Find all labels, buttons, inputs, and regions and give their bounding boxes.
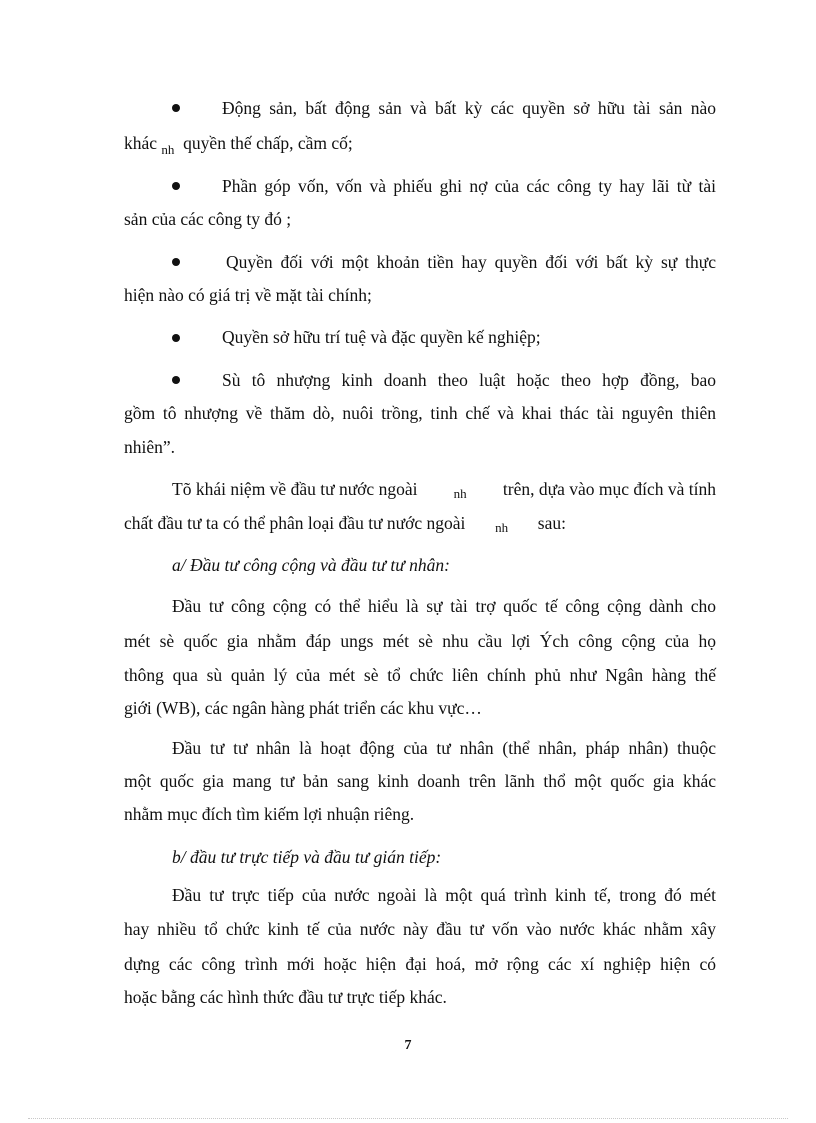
bullet-3-line-1: Quyền đối với một khoản tiền hay quyền đối với bất kỳ sự thực — [226, 252, 716, 272]
section-heading-a: a/ Đầu tư công cộng và đầu tư tư nhân: — [172, 555, 450, 575]
abbr-nh: nh — [453, 486, 467, 501]
paragraph-3-line-2: một quốc gia mang tư bản sang kinh doanh trên lãnh thổ một quốc gia khác — [124, 771, 716, 791]
section-heading-b: b/ đầu tư trực tiếp và đầu tư gián tiếp: — [172, 847, 442, 867]
paragraph-2-line-1: Đầu tư công cộng có thể hiểu là sự tài trợ quốc tế công cộng dành cho — [172, 596, 716, 616]
paragraph-3-line-1: Đầu tư tư nhân là hoạt động của tư nhân (thể nhân, pháp nhân) thuộc — [172, 738, 716, 758]
paragraph-1-line-1: Tõ khái niệm về đầu tư nước ngoài nh trên, dựa vào mục đích và tính — [172, 478, 716, 500]
paragraph-1-line-2: chất đầu tư ta có thể phân loại đầu tư nước ngoài nh sau: — [124, 512, 566, 534]
bullet-2-icon — [172, 182, 180, 190]
bullet-4-icon — [172, 334, 180, 342]
paragraph-4-line-2: hay nhiều tổ chức kinh tế của nước này đầu tư vốn vào nước khác nhằm xây — [124, 919, 716, 939]
page-number: 7 — [404, 1038, 412, 1053]
page-bottom-divider — [28, 1118, 788, 1119]
paragraph-4-line-3: dựng các công trình mới hoặc hiện đại hoá, mở rộng các xí nghiệp hiện có — [124, 954, 716, 974]
bullet-1-line-2: khác $_{nh}$ quyền thế chấp, cầm cố; — [124, 133, 353, 157]
bullet-2-line-2: sản của các công ty đó ; — [124, 209, 292, 229]
bullet-5-line-3: nhiên”. — [124, 437, 176, 457]
bullet-4-line-1: Quyền sở hữu trí tuệ và đặc quyền kế nghiệp; — [222, 327, 541, 347]
bullet-1-line-1: Động sản, bất động sản và bất kỳ các quyền sở hữu tài sản nào — [222, 98, 716, 118]
paragraph-3-line-3: nhằm mục đích tìm kiếm lợi nhuận riêng. — [124, 804, 415, 824]
paragraph-2-line-4: giới (WB), các ngân hàng phát triển các khu vực… — [124, 698, 482, 718]
abbr-nh: nh — [495, 520, 509, 535]
paragraph-4-line-4: hoặc bằng các hình thức đầu tư trực tiếp khác. — [124, 987, 447, 1007]
bullet-3-line-2: hiện nào có giá trị về mặt tài chính; — [124, 285, 372, 305]
paragraph-2-line-3: thông qua sù quản lý của mét sè tổ chức liên chính phủ như Ngân hàng thế — [124, 665, 716, 685]
bullet-2-line-1: Phần góp vốn, vốn và phiếu ghi nợ của các công ty hay lãi từ tài — [222, 176, 716, 196]
bullet-1-icon — [172, 104, 180, 112]
paragraph-2-line-2: mét sè quốc gia nhằm đáp ungs mét sè nhu cầu lợi Ých công cộng của họ — [124, 631, 716, 651]
bullet-3-icon — [172, 258, 180, 266]
paragraph-4-line-1: Đầu tư trực tiếp của nước ngoài là một quá trình kinh tế, trong đó mét — [172, 885, 716, 905]
bullet-5-icon — [172, 376, 180, 384]
bullet-5-line-1: Sù tô nhượng kinh doanh theo luật hoặc theo hợp đồng, bao — [222, 370, 716, 390]
abbr-nh: nh — [161, 142, 175, 157]
bullet-5-line-2: gồm tô nhượng về thăm dò, nuôi trồng, tinh chế và khai thác tài nguyên thiên — [124, 403, 716, 423]
